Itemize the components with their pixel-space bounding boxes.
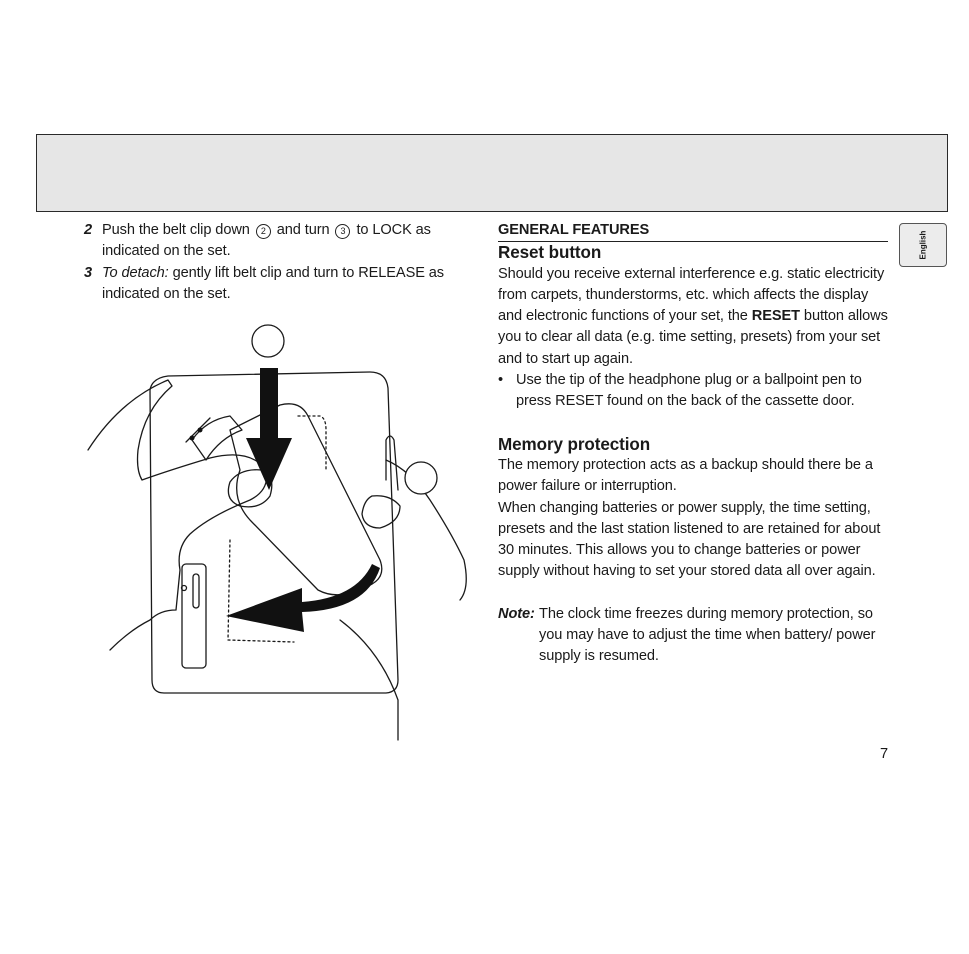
reset-text: button allows you to clear all data (e.g. time setting, presets) from your set and to start up again. xyxy=(498,308,888,367)
section-title: GENERAL FEATURES xyxy=(498,220,888,242)
reset-bullet xyxy=(498,370,888,413)
memory-paragraph-1: The memory protection acts as a backup should there be a power failure or interruption. xyxy=(498,456,873,495)
page-number: 7 xyxy=(880,746,889,762)
belt-clip-illustration xyxy=(80,320,480,745)
memory-paragraph-2: When changing batteries or power supply, the time setting, presets and the last station listened to are retained for about 30 minutes. This allows you to change batteries or power supply without having to set your stored data all over again. xyxy=(498,499,881,580)
note xyxy=(498,604,888,668)
clip-knob xyxy=(192,416,242,460)
circled-number-2: 2 xyxy=(256,224,271,239)
right-wrist xyxy=(340,620,398,740)
left-hand-outline xyxy=(88,380,267,650)
reset-heading: Reset button xyxy=(498,243,602,263)
step-text-part: and turn xyxy=(276,222,330,238)
header-band xyxy=(36,134,948,212)
step-text-part: gently lift belt clip and turn to RELEASE as indicated on the set. xyxy=(102,264,445,302)
bullet-mark: • xyxy=(498,372,504,389)
step-text xyxy=(102,263,454,306)
step-2 xyxy=(84,220,454,263)
side-slider xyxy=(193,574,199,608)
reset-paragraph xyxy=(498,264,888,370)
down-arrow-icon xyxy=(246,368,292,490)
language-tab[interactable] xyxy=(899,223,947,267)
note-text: The clock time freezes during memory protection, so you may have to adjust the time when battery/ power supply is resumed. xyxy=(539,605,876,665)
bullet-text: Use the tip of the headphone plug or a ballpoint pen to press RESET found on the back of the cassette door. xyxy=(516,372,862,410)
step-text-part: Push the belt clip down xyxy=(102,222,250,238)
step-3 xyxy=(84,263,454,306)
circled-number-3: 3 xyxy=(335,224,350,239)
note-label: Note: xyxy=(498,605,535,622)
language-tab-label: English xyxy=(918,230,928,260)
callout-circle-2 xyxy=(252,325,284,357)
side-panel xyxy=(182,564,206,668)
callout-circle-3 xyxy=(405,462,437,494)
step-number: 2 xyxy=(84,222,93,238)
reset-text: Should you receive external interference e.g. static electricity from carpets, thunderstorms, etc. which affects the display and electronic functions of your set, the xyxy=(498,265,885,325)
reset-keyword: RESET xyxy=(751,308,800,325)
memory-heading: Memory protection xyxy=(498,434,651,454)
belt-clip xyxy=(230,404,382,595)
right-column xyxy=(498,220,888,668)
left-column xyxy=(84,220,454,305)
step-text xyxy=(102,220,454,263)
arrow-dot xyxy=(190,436,195,441)
step-text-part: to LOCK as indicated on the set. xyxy=(102,222,431,260)
right-thumb xyxy=(362,496,400,528)
step-lead: To detach: xyxy=(102,264,169,281)
step-number: 3 xyxy=(84,264,93,281)
arrow-dot xyxy=(198,428,203,433)
